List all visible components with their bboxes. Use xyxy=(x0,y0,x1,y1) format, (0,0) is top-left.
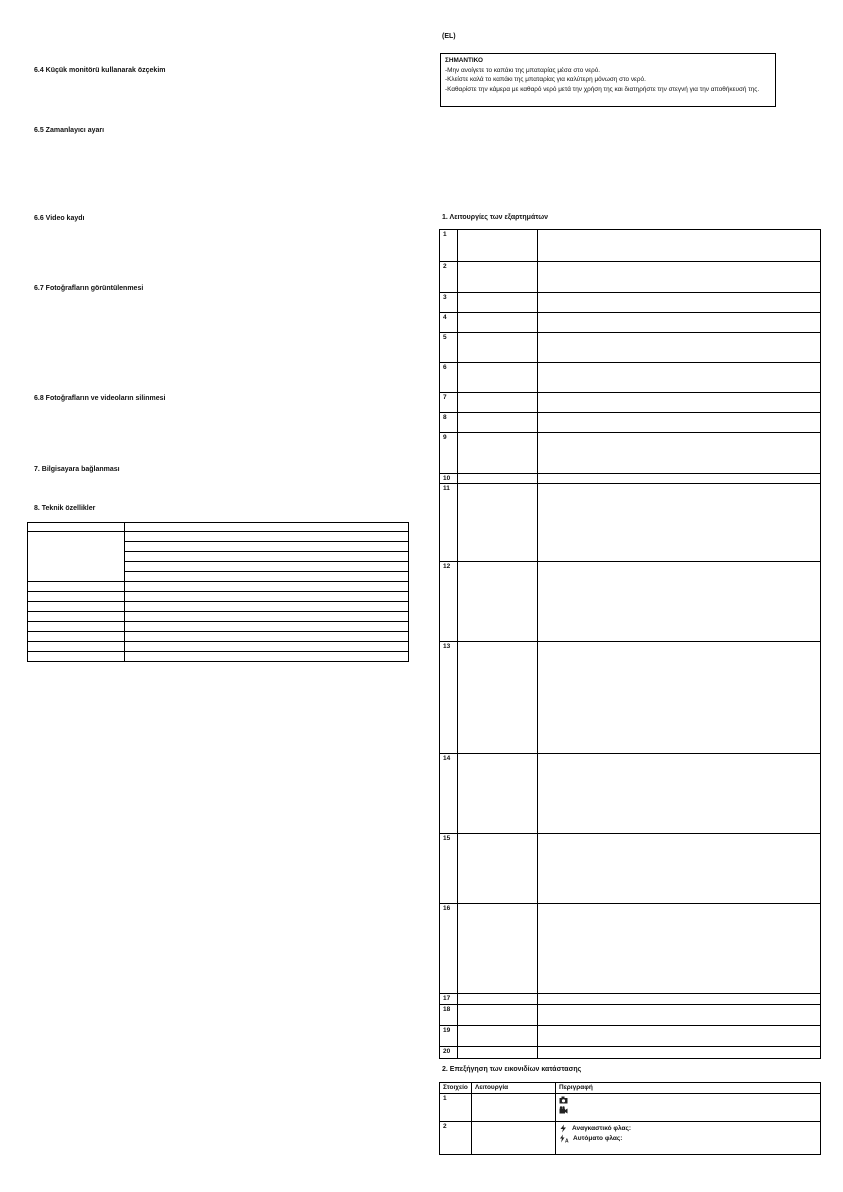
function-row-number: 20 xyxy=(440,1047,458,1059)
heading-6-4: 6.4 Küçük monitörü kullanarak özçekim xyxy=(34,67,166,74)
column-header-function: Λειτουργία xyxy=(472,1083,556,1094)
table-cell xyxy=(125,592,409,602)
function-row-number: 10 xyxy=(440,474,458,484)
icon-row-number: 1 xyxy=(440,1094,472,1122)
function-row-number: 8 xyxy=(440,413,458,433)
table-cell xyxy=(458,754,538,834)
important-notice-box xyxy=(440,53,776,107)
heading-6-6: 6.6 Video kaydı xyxy=(34,215,85,222)
function-row-number: 6 xyxy=(440,363,458,393)
important-title: ΣΗΜΑΝΤΙΚΟ xyxy=(445,57,483,64)
specifications-table xyxy=(27,522,409,662)
table-cell xyxy=(538,230,821,262)
table-cell xyxy=(28,592,125,602)
table-cell xyxy=(538,474,821,484)
camera-icon xyxy=(559,1096,568,1104)
auto-flash-icon xyxy=(559,1134,569,1143)
important-line: -Καθαρίστε την κάμερα με καθαρό νερό μετά την χρήση της και διατηρήστε την στεγνή για την αποθήκευσή της. xyxy=(445,85,760,93)
table-cell xyxy=(125,582,409,592)
table-cell xyxy=(125,523,409,532)
table-cell xyxy=(458,994,538,1005)
table-cell xyxy=(538,433,821,474)
table-cell xyxy=(125,622,409,632)
table-cell xyxy=(28,612,125,622)
table-cell xyxy=(125,602,409,612)
video-camera-icon xyxy=(559,1106,568,1114)
function-row-number: 5 xyxy=(440,333,458,363)
table-cell xyxy=(472,1094,556,1122)
table-cell xyxy=(28,532,125,582)
table-cell xyxy=(458,1005,538,1026)
status-icons-table xyxy=(439,1082,821,1155)
table-cell xyxy=(538,1026,821,1047)
table-cell xyxy=(538,393,821,413)
table-cell xyxy=(125,552,409,562)
table-cell xyxy=(538,834,821,904)
heading-status-icons: 2. Επεξήγηση των εικονιδίων κατάστασης xyxy=(442,1066,582,1073)
table-cell xyxy=(472,1122,556,1155)
important-line: -Κλείστε καλά το καπάκι της μπαταρίας για καλύτερη μόνωση στο νερό. xyxy=(445,76,646,84)
table-cell xyxy=(538,1047,821,1059)
table-cell xyxy=(458,1047,538,1059)
table-cell xyxy=(538,994,821,1005)
table-cell xyxy=(458,293,538,313)
table-cell xyxy=(458,642,538,754)
function-row-number: 14 xyxy=(440,754,458,834)
function-row-number: 19 xyxy=(440,1026,458,1047)
icon-description: Αυτόματο φλας: xyxy=(573,1134,623,1142)
function-row-number: 13 xyxy=(440,642,458,754)
column-header-item: Στοιχείο xyxy=(440,1083,472,1094)
table-cell xyxy=(458,562,538,642)
table-cell xyxy=(458,333,538,363)
heading-6-7: 6.7 Fotoğrafların görüntülenmesi xyxy=(34,285,144,292)
table-cell xyxy=(538,333,821,363)
table-cell xyxy=(458,904,538,994)
table-row xyxy=(440,1094,821,1122)
table-cell xyxy=(458,1026,538,1047)
function-row-number: 15 xyxy=(440,834,458,904)
function-row-number: 12 xyxy=(440,562,458,642)
table-cell xyxy=(125,572,409,582)
heading-functions: 1. Λειτουργίες των εξαρτημάτων xyxy=(442,214,549,221)
table-cell xyxy=(125,542,409,552)
function-row-number: 7 xyxy=(440,393,458,413)
icon-row-number: 2 xyxy=(440,1122,472,1155)
function-row-number: 16 xyxy=(440,904,458,994)
heading-6-8: 6.8 Fotoğrafların ve videoların silinmesi xyxy=(34,395,166,402)
table-cell xyxy=(28,602,125,612)
function-row-number: 11 xyxy=(440,484,458,562)
table-cell xyxy=(125,642,409,652)
function-row-number: 3 xyxy=(440,293,458,313)
table-cell xyxy=(538,413,821,433)
table-cell xyxy=(538,313,821,333)
svg-text:A: A xyxy=(565,1138,569,1143)
table-cell xyxy=(28,622,125,632)
functions-table xyxy=(439,229,821,1059)
function-row-number: 9 xyxy=(440,433,458,474)
table-cell xyxy=(28,523,125,532)
table-cell xyxy=(538,363,821,393)
icon-description: Αναγκαστικό φλας: xyxy=(572,1124,632,1132)
heading-6-5: 6.5 Zamanlayıcı ayarı xyxy=(34,127,105,134)
table-cell xyxy=(458,433,538,474)
table-cell xyxy=(458,413,538,433)
table-cell xyxy=(458,363,538,393)
table-cell xyxy=(458,834,538,904)
table-cell xyxy=(28,642,125,652)
table-cell xyxy=(538,642,821,754)
table-cell xyxy=(125,632,409,642)
table-cell xyxy=(458,262,538,293)
heading-7: 7. Bilgisayara bağlanması xyxy=(34,466,120,473)
function-row-number: 2 xyxy=(440,262,458,293)
table-cell xyxy=(538,293,821,313)
table-cell xyxy=(125,612,409,622)
table-cell xyxy=(458,393,538,413)
table-row xyxy=(440,1122,821,1155)
table-cell xyxy=(538,1005,821,1026)
table-cell xyxy=(458,313,538,333)
table-cell xyxy=(458,474,538,484)
table-cell xyxy=(538,562,821,642)
language-badge: (EL) xyxy=(442,33,456,40)
important-line: -Μην ανοίγετε το καπάκι της μπαταρίας μέσα στο νερό. xyxy=(445,66,601,74)
forced-flash-icon xyxy=(559,1124,568,1133)
table-cell xyxy=(125,562,409,572)
table-cell xyxy=(538,904,821,994)
table-cell xyxy=(556,1094,821,1122)
function-row-number: 17 xyxy=(440,994,458,1005)
table-cell xyxy=(538,754,821,834)
table-cell xyxy=(28,652,125,662)
table-cell xyxy=(28,632,125,642)
function-row-number: 1 xyxy=(440,230,458,262)
table-cell xyxy=(125,652,409,662)
table-cell xyxy=(28,582,125,592)
heading-8: 8. Teknik özellikler xyxy=(34,505,96,512)
table-cell xyxy=(458,230,538,262)
column-header-description: Περιγραφή xyxy=(556,1083,821,1094)
table-cell xyxy=(538,484,821,562)
table-cell xyxy=(458,484,538,562)
function-row-number: 18 xyxy=(440,1005,458,1026)
function-row-number: 4 xyxy=(440,313,458,333)
table-cell xyxy=(556,1122,821,1155)
table-cell xyxy=(538,262,821,293)
table-cell xyxy=(125,532,409,542)
